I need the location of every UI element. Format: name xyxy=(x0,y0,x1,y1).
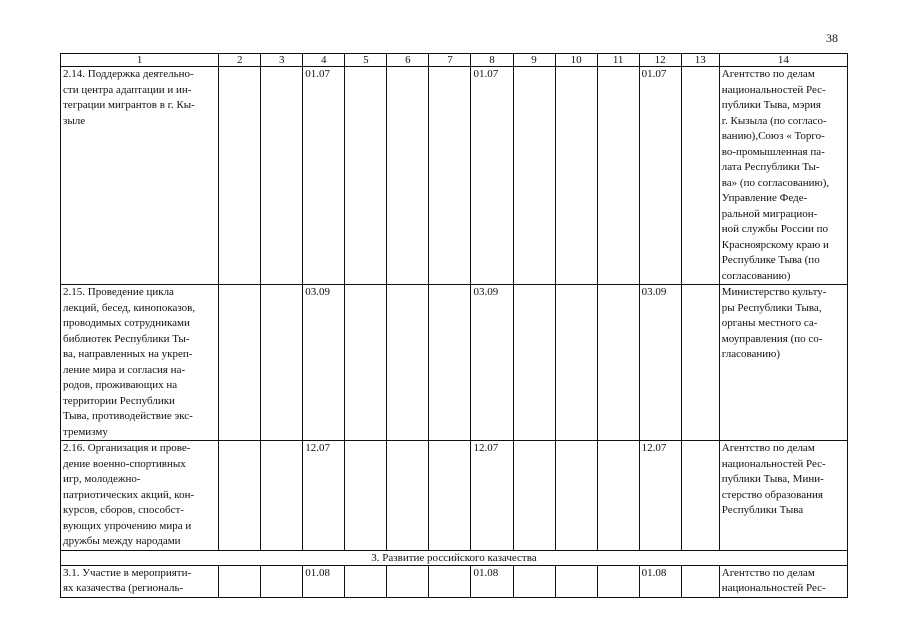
activity-cell: 3.1. Участие в мероприяти- ях казачества (региональ- xyxy=(61,565,219,597)
date-cell: 12.07 xyxy=(303,441,345,551)
date-cell: 12.07 xyxy=(639,441,681,551)
column-header: 14 xyxy=(719,54,847,67)
activity-plan-table xyxy=(60,53,848,598)
executor-cell: Агентство по делам национальностей Рес- публики Тыва, мэрия г. Кызыла (по согласо- ванию),Союз « Торго- во-промышленная па- лата Республики Ты- ва» (по согласованию), Управление Феде- ральной миграцион- ной службы России по Красноярскому краю и Республике Тыва (по согласованию) xyxy=(719,67,847,285)
date-cell: 01.07 xyxy=(639,67,681,285)
section-row xyxy=(61,550,848,565)
column-header: 4 xyxy=(303,54,345,67)
date-cell: 01.08 xyxy=(303,565,345,597)
column-header: 3 xyxy=(261,54,303,67)
activity-cell: 2.16. Организация и прове- дение военно-спортивных игр, молодежно- патриотических акций, кон- курсов, сборов, способст- вующих упрочению мира и дружбы между народами xyxy=(61,441,219,551)
column-header: 1 xyxy=(61,54,219,67)
column-header: 8 xyxy=(471,54,513,67)
date-cell: 01.07 xyxy=(471,67,513,285)
date-cell: 01.08 xyxy=(639,565,681,597)
column-header: 7 xyxy=(429,54,471,67)
date-cell: 12.07 xyxy=(471,441,513,551)
activity-cell: 2.14. Поддержка деятельно- сти центра адаптации и ин- теграции мигрантов в г. Кы- зыле xyxy=(61,67,219,285)
date-cell: 01.07 xyxy=(303,67,345,285)
column-header: 9 xyxy=(513,54,555,67)
date-cell: 03.09 xyxy=(471,285,513,441)
date-cell: 03.09 xyxy=(303,285,345,441)
column-header: 12 xyxy=(639,54,681,67)
executor-cell: Агентство по делам национальностей Рес- публики Тыва, Мини- стерство образования Республики Тыва xyxy=(719,441,847,551)
date-cell: 03.09 xyxy=(639,285,681,441)
table-row xyxy=(61,285,848,441)
page-number: 38 xyxy=(826,31,838,45)
column-header: 11 xyxy=(597,54,639,67)
executor-cell: Агентство по делам национальностей Рес- xyxy=(719,565,847,597)
column-header: 5 xyxy=(345,54,387,67)
column-header: 13 xyxy=(681,54,719,67)
date-cell: 01.08 xyxy=(471,565,513,597)
table-row xyxy=(61,565,848,597)
section-title: 3. Развитие российского казачества xyxy=(61,550,848,565)
column-header: 6 xyxy=(387,54,429,67)
column-number-row xyxy=(61,54,848,67)
column-header: 10 xyxy=(555,54,597,67)
activity-cell: 2.15. Проведение цикла лекций, бесед, кинопоказов, проводимых сотрудниками библиотек Республики Ты- ва, направленных на укреп- ление мира и согласия на- родов, проживающих на территории Республики Тыва, противодействие экс- тремизму xyxy=(61,285,219,441)
executor-cell: Министерство культу- ры Республики Тыва, органы местного са- моуправления (по со- гласованию) xyxy=(719,285,847,441)
column-header: 2 xyxy=(219,54,261,67)
table-row xyxy=(61,67,848,285)
table-row xyxy=(61,441,848,551)
